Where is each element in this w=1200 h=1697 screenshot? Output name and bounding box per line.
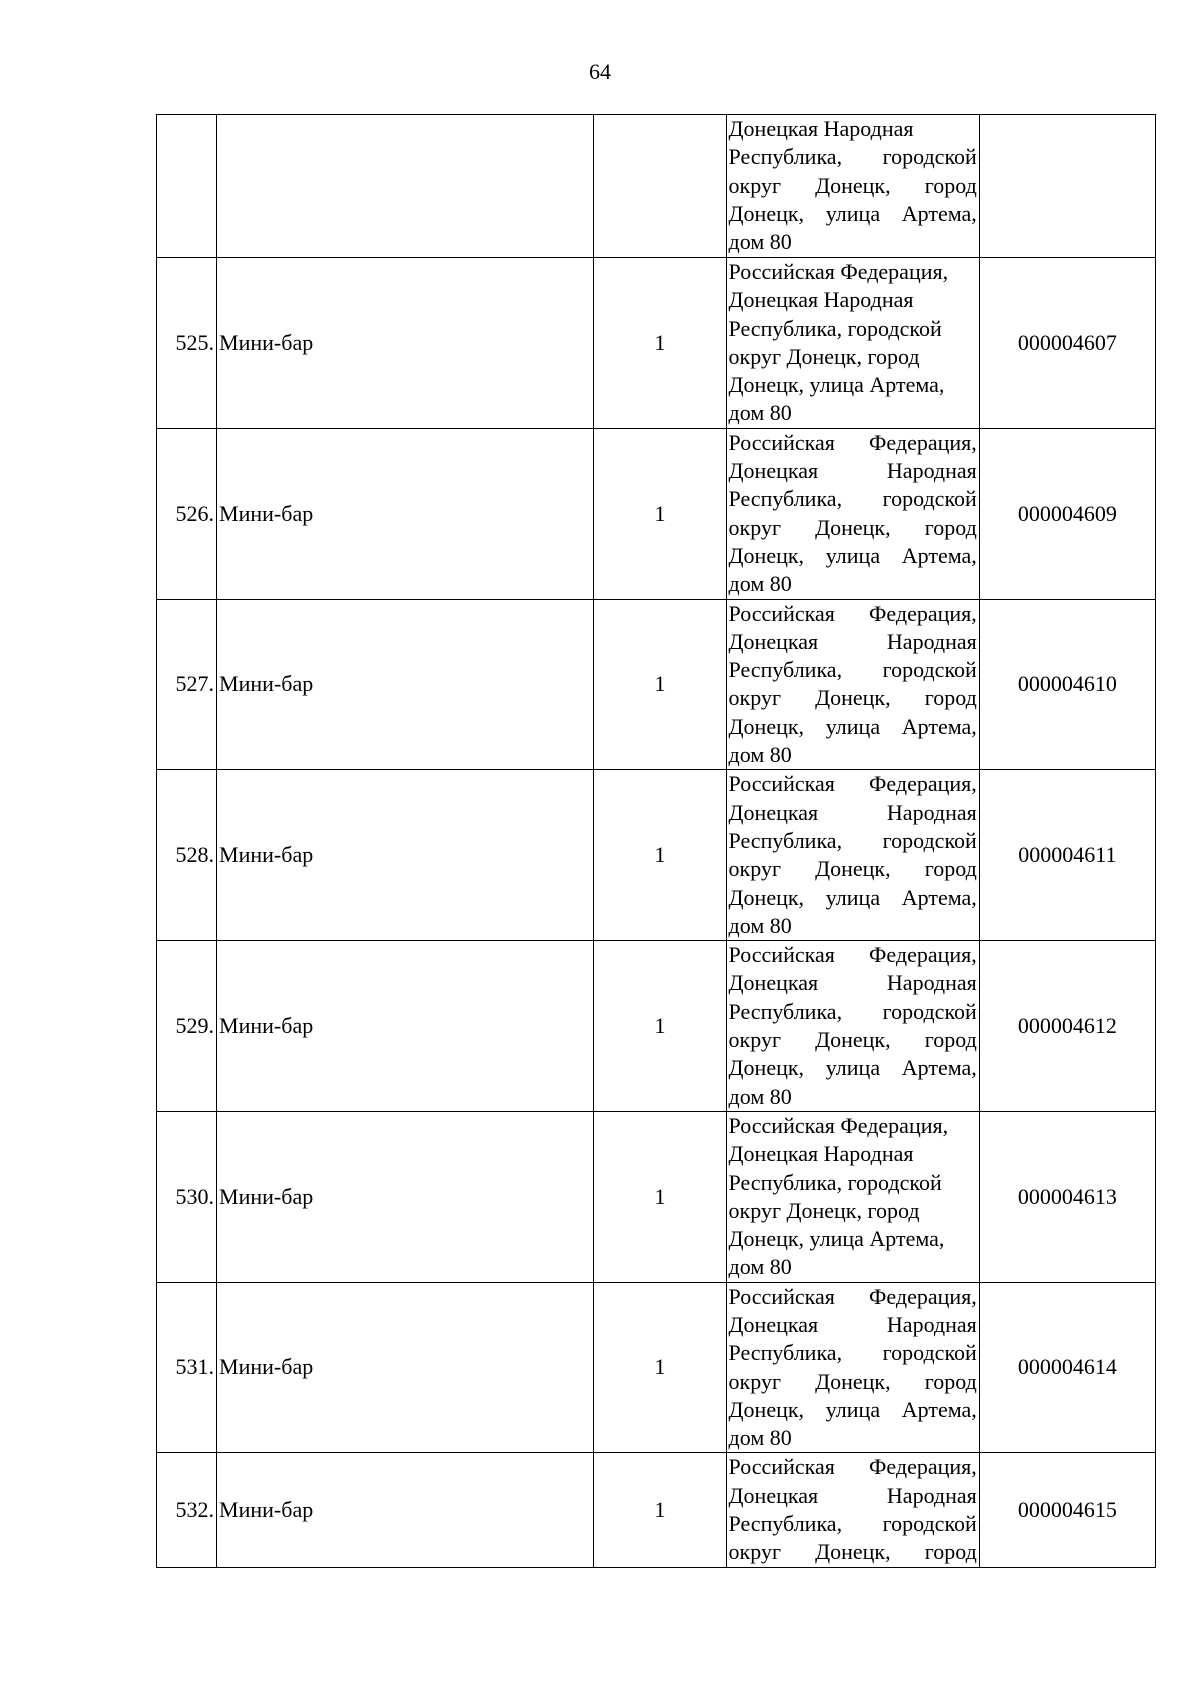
address-line: Российская Федерация, xyxy=(728,1454,977,1480)
inventory-number: 000004613 xyxy=(979,1111,1155,1282)
item-address xyxy=(726,258,979,429)
item-address xyxy=(726,115,979,258)
address-line: Донецкая Народная xyxy=(728,458,977,484)
address-line: Республика, городской xyxy=(728,827,977,853)
page-number: 64 xyxy=(589,59,611,84)
address-line: округ Донецк, город xyxy=(728,856,977,882)
table-row xyxy=(157,1453,1156,1567)
address-line: Российская Федерация, xyxy=(728,1283,977,1309)
address-line: Российская Федерация, xyxy=(728,942,977,968)
address-line: Республика, городской xyxy=(728,315,942,341)
address-line: Донецкая Народная xyxy=(728,970,977,996)
address-line: Донецкая Народная xyxy=(728,799,977,825)
row-number: 531. xyxy=(157,1282,217,1453)
inventory-number: 000004615 xyxy=(979,1453,1155,1567)
address-line: Донецк, улица Артема, xyxy=(728,1226,945,1252)
address-line: дом 80 xyxy=(728,400,792,426)
row-number: 532. xyxy=(157,1453,217,1567)
item-name xyxy=(217,115,594,258)
inventory-number xyxy=(979,115,1155,258)
row-number: 530. xyxy=(157,1111,217,1282)
address-line: Республика, городской xyxy=(728,1340,977,1366)
row-number: 528. xyxy=(157,770,217,941)
item-quantity: 1 xyxy=(594,428,726,599)
address-line: округ Донецк, город xyxy=(728,1539,977,1565)
address-line: округ Донецк, город xyxy=(728,1368,977,1394)
table-row xyxy=(157,115,1156,258)
address-line: Донецк, улица Артема, xyxy=(728,200,977,226)
item-name: Мини-бар xyxy=(217,1111,594,1282)
address-line: Донецк, улица Артема, xyxy=(728,1055,977,1081)
address-line: Республика, городской xyxy=(728,1169,942,1195)
address-line: округ Донецк, город xyxy=(728,514,977,540)
item-quantity: 1 xyxy=(594,770,726,941)
item-name: Мини-бар xyxy=(217,1453,594,1567)
table-row xyxy=(157,258,1156,429)
address-line: Донецк, улица Артема, xyxy=(728,542,977,568)
address-line: округ Донецк, город xyxy=(728,685,977,711)
item-quantity: 1 xyxy=(594,1111,726,1282)
row-number xyxy=(157,115,217,258)
inventory-number: 000004614 xyxy=(979,1282,1155,1453)
address-line: дом 80 xyxy=(728,1254,792,1280)
address-line: округ Донецк, город xyxy=(728,1197,920,1223)
item-name: Мини-бар xyxy=(217,770,594,941)
address-line: Российская Федерация, xyxy=(728,429,977,455)
inventory-number: 000004607 xyxy=(979,258,1155,429)
item-quantity: 1 xyxy=(594,1282,726,1453)
address-line: Российская Федерация, xyxy=(728,600,977,626)
address-line: округ Донецк, город xyxy=(728,1027,977,1053)
item-name: Мини-бар xyxy=(217,428,594,599)
item-address xyxy=(726,941,979,1112)
inventory-table xyxy=(156,114,1156,1568)
table-row xyxy=(157,1282,1156,1453)
address-line: Донецк, улица Артема, xyxy=(728,1396,977,1422)
item-name: Мини-бар xyxy=(217,1282,594,1453)
table-row xyxy=(157,770,1156,941)
address-line: Донецкая Народная xyxy=(728,287,914,313)
item-address xyxy=(726,770,979,941)
address-line: Республика, городской xyxy=(728,998,977,1024)
row-number: 529. xyxy=(157,941,217,1112)
row-number: 525. xyxy=(157,258,217,429)
address-line: Российская Федерация, xyxy=(728,771,977,797)
item-quantity: 1 xyxy=(594,941,726,1112)
address-line: округ Донецк, город xyxy=(728,343,920,369)
item-name: Мини-бар xyxy=(217,258,594,429)
item-quantity xyxy=(594,115,726,258)
item-address xyxy=(726,599,979,770)
item-quantity: 1 xyxy=(594,258,726,429)
address-line: дом 80 xyxy=(728,571,792,597)
item-quantity: 1 xyxy=(594,1453,726,1567)
address-line: Российская Федерация, xyxy=(728,259,949,284)
item-quantity: 1 xyxy=(594,599,726,770)
item-address xyxy=(726,1111,979,1282)
address-line: Донецкая Народная xyxy=(728,1311,977,1337)
address-line: Республика, городской xyxy=(728,486,977,512)
address-line: Донецкая Народная xyxy=(728,1482,977,1508)
address-line: Донецкая Народная xyxy=(728,628,977,654)
inventory-number: 000004611 xyxy=(979,770,1155,941)
address-line: Республика, городской xyxy=(728,657,977,683)
address-line: дом 80 xyxy=(728,229,792,255)
address-line: дом 80 xyxy=(728,1425,792,1451)
address-line: округ Донецк, город xyxy=(728,172,977,198)
address-line: Донецк, улица Артема, xyxy=(728,884,977,910)
table-row xyxy=(157,428,1156,599)
inventory-number: 000004609 xyxy=(979,428,1155,599)
item-name: Мини-бар xyxy=(217,941,594,1112)
address-line: Донецк, улица Артема, xyxy=(728,372,945,398)
inventory-number: 000004610 xyxy=(979,599,1155,770)
address-line: дом 80 xyxy=(728,912,792,938)
address-line: дом 80 xyxy=(728,742,792,768)
table-row xyxy=(157,1111,1156,1282)
inventory-number: 000004612 xyxy=(979,941,1155,1112)
address-line: Донецкая Народная xyxy=(728,1141,914,1167)
item-address xyxy=(726,1282,979,1453)
item-address xyxy=(726,1453,979,1567)
item-name: Мини-бар xyxy=(217,599,594,770)
address-line: Донецк, улица Артема, xyxy=(728,713,977,739)
address-line: Республика, городской xyxy=(728,1511,977,1537)
address-line: Донецкая Народная xyxy=(728,116,914,141)
address-line: Республика, городской xyxy=(728,144,977,170)
item-address xyxy=(726,428,979,599)
address-line: Российская Федерация, xyxy=(728,1112,949,1138)
row-number: 526. xyxy=(157,428,217,599)
table-row xyxy=(157,599,1156,770)
row-number: 527. xyxy=(157,599,217,770)
table-row xyxy=(157,941,1156,1112)
address-line: дом 80 xyxy=(728,1083,792,1109)
